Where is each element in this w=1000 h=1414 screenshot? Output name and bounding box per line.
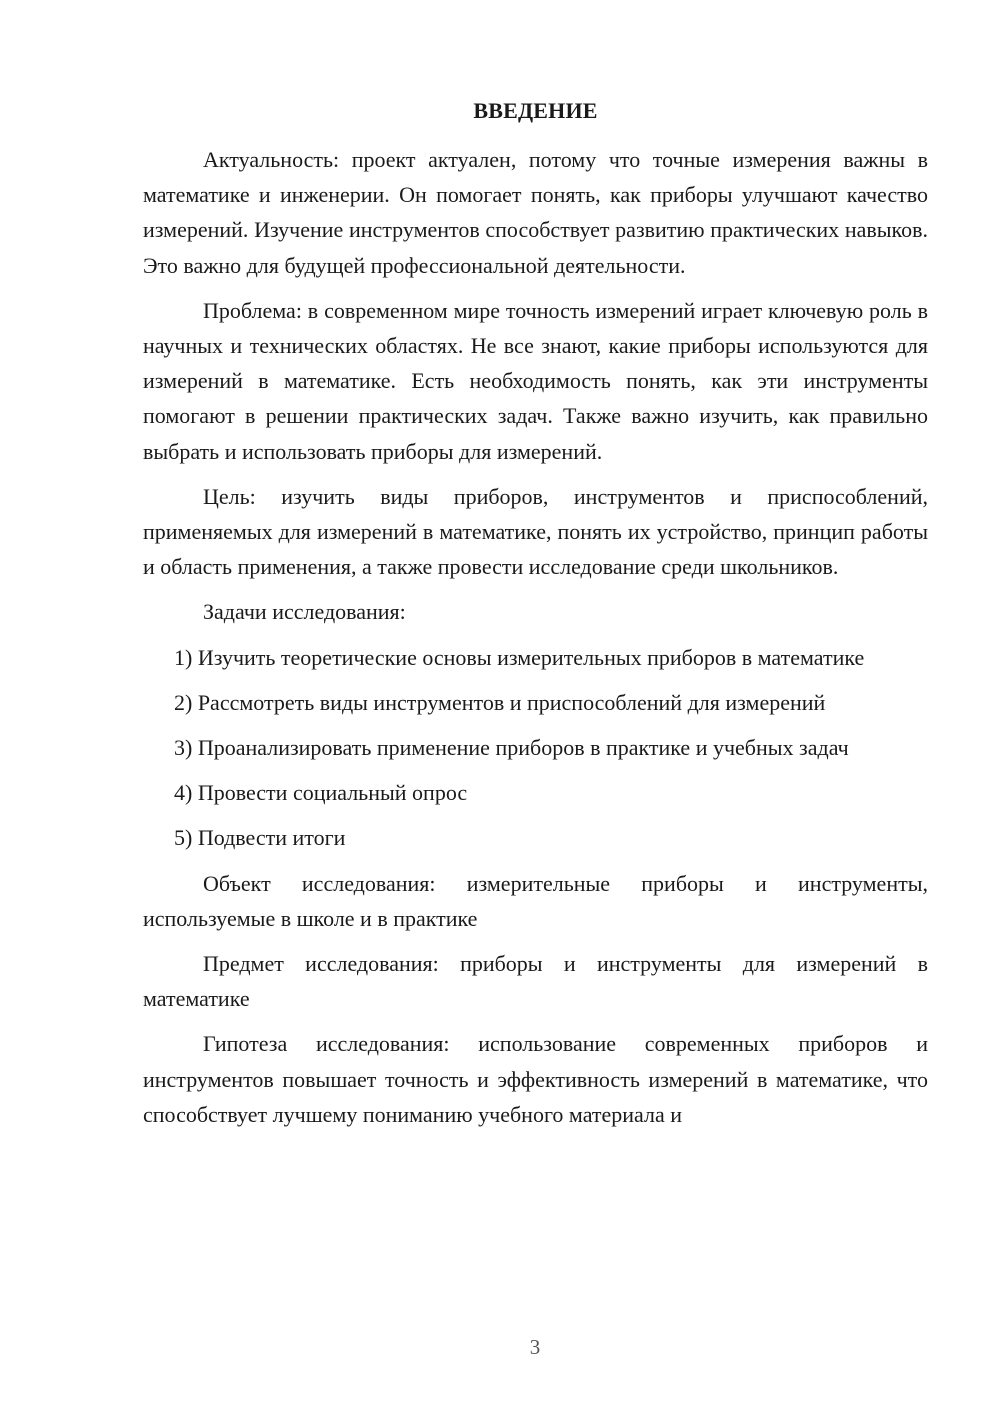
document-body — [143, 142, 928, 1142]
paragraph-goal: Цель: изучить виды приборов, инструментов и приспособлений, применяемых для измерений в математике, понять их устройство, принцип работы и область применения, а также провести исследование среди школьников. — [143, 483, 928, 580]
list-item: 2) Рассмотреть виды инструментов и приспособлений для измерений — [174, 689, 826, 715]
paragraph-relevance: Актуальность: проект актуален, потому что точные измерения важны в математике и инженерии. Он помогает понять, как приборы улучшают качество измерений. Изучение инструментов способствует развитию практических навыков. Это важно для будущей профессиональной деятельности. — [143, 147, 928, 278]
page-title: ВВЕДЕНИЕ — [473, 98, 598, 123]
paragraph-tasks-heading: Задачи исследования: — [203, 599, 406, 625]
page-number: 3 — [529, 1335, 541, 1359]
paragraph-object: Объект исследования: измерительные приборы и инструменты, используемые в школе и в практике — [143, 870, 928, 931]
paragraph-hypothesis: Гипотеза исследования: использование современных приборов и инструментов повышает точность и эффективность измерений в математике, что способствует лучшему пониманию учебного материала и — [143, 1031, 928, 1127]
list-item: 1) Изучить теоретические основы измерительных приборов в математике — [174, 644, 865, 670]
list-item: 5) Подвести итоги — [174, 825, 346, 851]
paragraph-subject: Предмет исследования: приборы и инструменты для измерений в математике — [143, 951, 928, 1012]
list-item: 3) Проанализировать применение приборов в практике и учебных задач — [174, 735, 849, 761]
list-item: 4) Провести социальный опрос — [174, 780, 468, 806]
paragraph-problem: Проблема: в современном мире точность измерений играет ключевую роль в научных и технических областях. Не все знают, какие приборы используются для измерений в математике. Есть необходимость понять, как эти инструменты помогают в решении практических задач. Также важно изучить, как правильно выбрать и использовать приборы для измерений. — [143, 297, 928, 464]
